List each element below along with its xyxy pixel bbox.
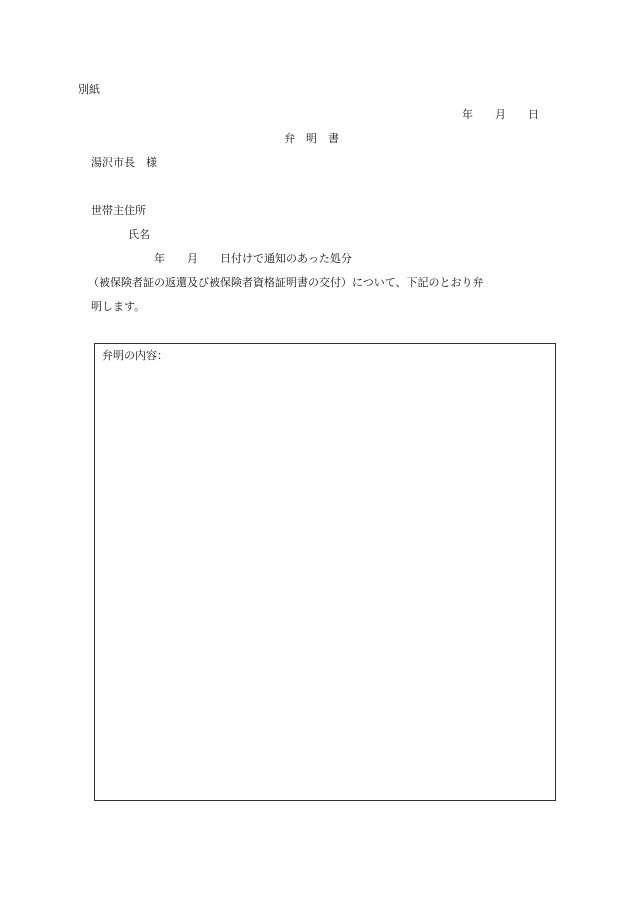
address-label: 世帯主住所 xyxy=(91,204,146,217)
explanation-content-box[interactable] xyxy=(94,343,556,801)
recipient: 湯沢市長 様 xyxy=(91,156,157,169)
notice-line: 年 月 日付けで通知のあった処分 xyxy=(154,252,352,265)
date-line: 年 月 日 xyxy=(462,108,539,121)
body-text-line-2: 明します。 xyxy=(91,300,146,313)
name-label: 氏名 xyxy=(128,228,150,241)
body-text-line-1: （被保険者証の返還及び被保険者資格証明書の交付）について、下記のとおり弁 xyxy=(88,276,484,289)
content-box-label: 弁明の内容： xyxy=(102,349,168,362)
annex-label: 別紙 xyxy=(78,83,100,96)
document-title: 弁 明 書 xyxy=(284,132,339,145)
